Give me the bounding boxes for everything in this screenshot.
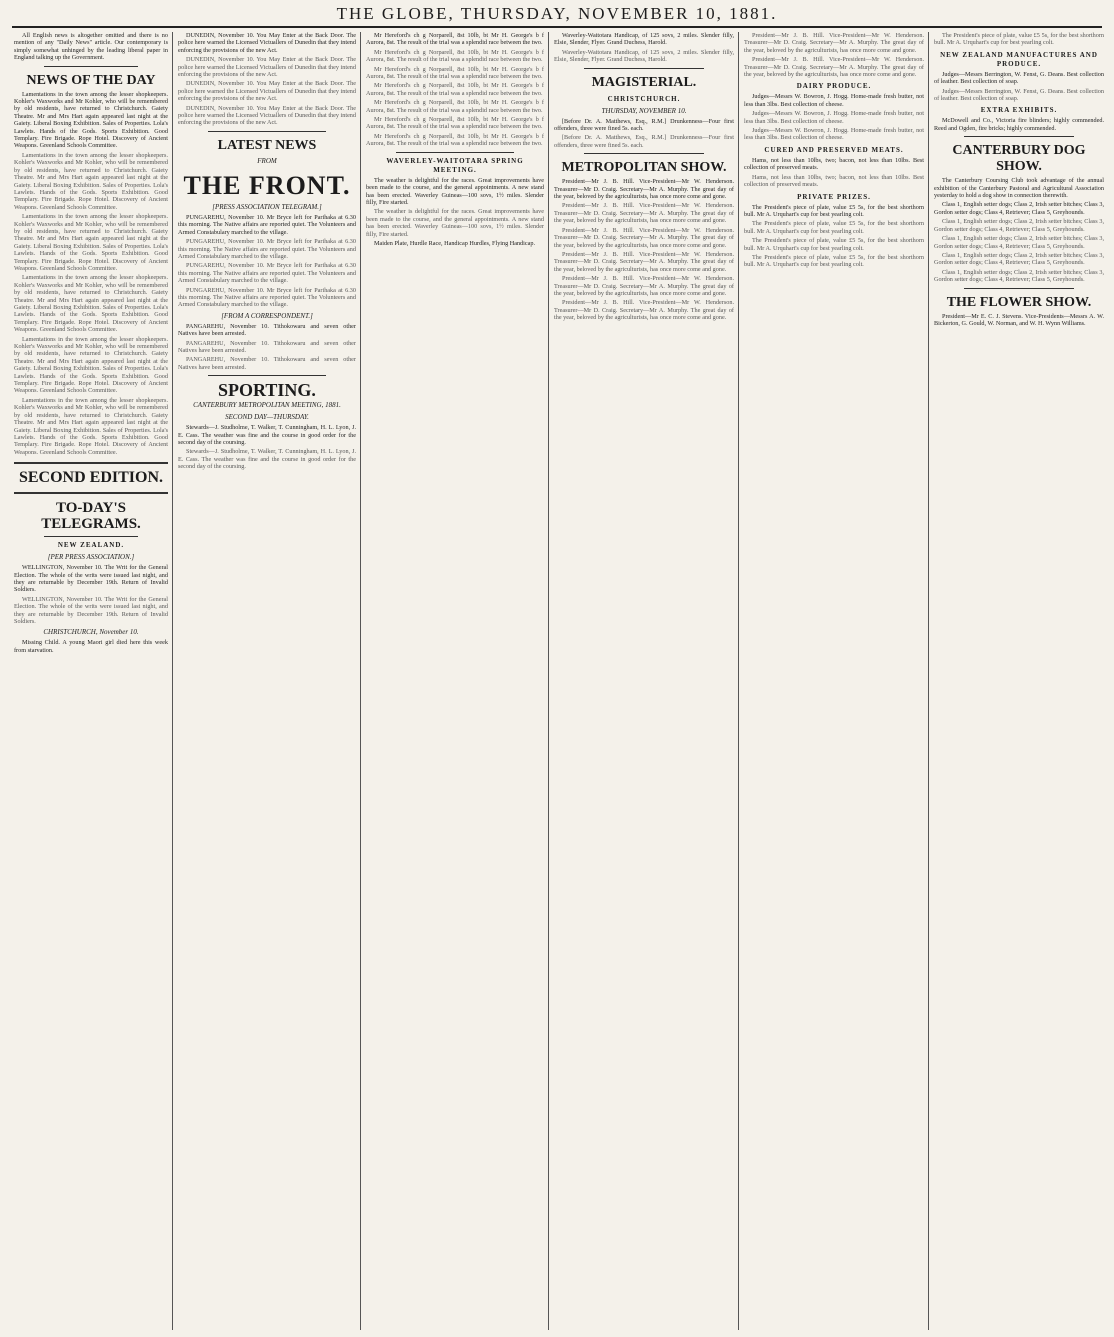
meeting-name: CANTERBURY METROPOLITAN MEETING, 1881. [193, 401, 341, 410]
coursing-text-cont: Mr Hereford's ch g Norparell, 8st 10lb, bt Mr H. George's b f Aurora, 8st. The result of the trial was a splendid race between the two. [366, 65, 544, 81]
heading-dog-show: CANTERBURY DOG SHOW. [952, 143, 1086, 175]
news-text-cont: Lamentations in the town among the lesser shopkeepers. Kohler's Waxworks and Mr Kohler, who will be remembered by old residents, have returned to Christchurch. Gaiety Theatre. Mr and Mrs Hart again appeared last night at the Gaiety. Liberal Boxing Exhibition. Sales of Properties. Lola's Lawlets. Hands of the Gods. Sports Exhibition. Good Templary. Fire Brigade. Rope Hotel. Discovery of Ancient Weapons. Greenland Schools Committee. [14, 213, 168, 272]
magisterial-text: [Before Dr. A. Matthews, Esq., R.M.] Drunkenness—Four first offenders, three were fined 5s. each. [554, 117, 734, 133]
news-text-cont: Lamentations in the town among the lesser shopkeepers. Kohler's Waxworks and Mr Kohler, who will be remembered by old residents, have returned to Christchurch. Gaiety Theatre. Mr and Mrs Hart again appeared last night at the Gaiety. Liberal Boxing Exhibition. Sales of Properties. Lola's Lawlets. Hands of the Gods. Sports Exhibition. Good Templary. Fire Brigade. Rope Hotel. Discovery of Ancient Weapons. Greenland Schools Committee. [14, 335, 168, 395]
prize-text-cont: The President's piece of plate, value £5 5s, for the best shorthorn bull. Mr A. Urquhart's cup for best yearling colt. [744, 220, 924, 235]
heading-flower-show: THE FLOWER SHOW. [946, 294, 1092, 310]
prize-list-cont: Class 1, English setter dogs; Class 2, Irish setter bitches; Class 3, Gordon setter dogs; Class 4, Retriever; Class 5, Greyhounds. [934, 268, 1104, 284]
column-4 [554, 32, 734, 1330]
prize-text-cont: The President's piece of plate, value £5 5s, for the best shorthorn bull. Mr A. Urquhart's cup for best yearling colt. [744, 253, 924, 269]
divider [208, 131, 326, 132]
metro-text-cont: President—Mr J. B. Hill. Vice-President—Mr W. Henderson. Treasurer—Mr D. Craig. Secretary—Mr A. Murphy. The great day of the year, beloved by the agriculturists, has once more come and gone. [554, 250, 734, 273]
heading-sporting: SPORTING. [218, 380, 316, 401]
divider [584, 153, 704, 154]
front-text-2-cont: PANGAREHU, November 10. Tithokowaru and seven other Natives have been arrested. [178, 356, 356, 371]
race-results: Maiden Plate, Hurdle Race, Handicap Hurdles, Flying Handicap. [374, 239, 536, 247]
news-text-cont: Lamentations in the town among the lesser shopkeepers. Kohler's Waxworks and Mr Kohler, who will be remembered by old residents, have returned to Christchurch. Gaiety Theatre. Mr and Mrs Hart again appeared last night at the Gaiety. Liberal Boxing Exhibition. Sales of Properties. Lola's Lawlets. Hands of the Gods. Sports Exhibition. Good Templary. Fire Brigade. Rope Hotel. Discovery of Ancient Weapons. Greenland Schools Committee. [14, 151, 168, 211]
heading-second-edition: SECOND EDITION. [18, 469, 164, 487]
metro-text: President—Mr J. B. Hill. Vice-President—Mr W. Henderson. Treasurer—Mr D. Craig. Secretary—Mr A. Murphy. The great day of the year, beloved by the agriculturists, has once more come and gone. [554, 178, 734, 201]
divider [964, 288, 1074, 289]
divider [584, 68, 704, 69]
front-text: PUNGAREHU, November 10. Mr Bryce left for Parihaka at 6.30 this morning. The Native affairs are reported quiet. The Volunteers and Armed Constabulary marched to the village. [178, 213, 356, 236]
cured-text-cont: Hams, not less than 10lbs, two; bacon, not less than 10lbs. Best collection of preserved meats. [744, 173, 924, 189]
column-1 [14, 32, 168, 1330]
front-text-cont: PUNGAREHU, November 10. Mr Bryce left for Parihaka at 6.30 this morning. The Native affairs are reported quiet. The Volunteers and Armed Constabulary marched to the village. [178, 238, 356, 260]
heading-cured-meats: CURED AND PRESERVED MEATS. [764, 145, 904, 154]
front-text-cont: PUNGAREHU, November 10. Mr Bryce left for Parihaka at 6.30 this morning. The Native affairs are reported quiet. The Volunteers and Armed Constabulary marched to the village. [178, 262, 356, 285]
flower-text: President—Mr E. C. J. Stevens. Vice-Presidents—Messrs A. W. Bickerton, G. Gould, W. Norman, and W. H. Wynn Williams. [934, 312, 1104, 327]
column-6 [934, 32, 1104, 1330]
news-text-cont: Lamentations in the town among the lesser shopkeepers. Kohler's Waxworks and Mr Kohler, who will be remembered by old residents, have returned to Christchurch. Gaiety Theatre. Mr and Mrs Hart again appeared last night at the Gaiety. Liberal Boxing Exhibition. Sales of Properties. Lola's Lawlets. Hands of the Gods. Sports Exhibition. Good Templary. Fire Brigade. Rope Hotel. Discovery of Ancient Weapons. Greenland Schools Committee. [14, 274, 168, 334]
column-rule [360, 32, 361, 1330]
dunedin-text: DUNEDIN, November 10. You May Enter at the Back Door. The police here warned the Licensed Victuallers of Dunedin that they intend enforcing the provisions of the new Act. [178, 32, 356, 54]
sporting-text: Stewards—J. Studholme, T. Walker, T. Cunningham, H. L. Lyon, J. E. Cass. The weather was fine and the course in good order for the second day of the coursing. [178, 424, 356, 446]
prize-list: Class 1, English setter dogs; Class 2, Irish setter bitches; Class 3, Gordon setter dogs; Class 4, Retriever; Class 5, Greyhounds. [934, 201, 1104, 216]
divider [14, 462, 168, 464]
heading-from: FROM [257, 156, 277, 165]
heading-dairy-produce: DAIRY PRODUCE. [796, 82, 872, 91]
dunedin-text-cont: DUNEDIN, November 10. You May Enter at the Back Door. The police here warned the Licensed Victuallers of Dunedin that they intend enforcing the provisions of the new Act. [178, 56, 356, 79]
front-text-cont: PUNGAREHU, November 10. Mr Bryce left for Parihaka at 6.30 this morning. The Native affairs are reported quiet. The Volunteers and Armed Constabulary marched to the village. [178, 286, 356, 309]
masthead-title: THE GLOBE, THURSDAY, NOVEMBER 10, 1881. [12, 2, 1102, 28]
dairy-text-cont: Judges—Messrs W. Bowron, J. Hogg. Home-made fresh butter, not less than 3lbs. Best collection of cheese. [744, 110, 924, 125]
cured-text: Hams, not less than 10lbs, two; bacon, not less than 10lbs. Best collection of preserved meats. [744, 156, 924, 172]
heading-news-of-the-day: NEWS OF THE DAY [26, 72, 156, 88]
magisterial-text-cont: [Before Dr. A. Matthews, Esq., R.M.] Drunkenness—Four first offenders, three were fined 5s. each. [554, 134, 734, 149]
correspondent-note: [FROM A CORRESPONDENT.] [221, 311, 313, 320]
news-text-cont: Lamentations in the town among the lesser shopkeepers. Kohler's Waxworks and Mr Kohler, who will be remembered by old residents, have returned to Christchurch. Gaiety Theatre. Mr and Mrs Hart again appeared last night at the Gaiety. Liberal Boxing Exhibition. Sales of Properties. Lola's Lawlets. Hands of the Gods. Sports Exhibition. Good Templary. Fire Brigade. Rope Hotel. Discovery of Ancient Weapons. Greenland Schools Committee. [14, 396, 168, 456]
front-text-2-cont: PANGAREHU, November 10. Tithokowaru and seven other Natives have been arrested. [178, 339, 356, 354]
manufactures-text-cont: Judges—Messrs Berrington, W. Fenst, G. Deans. Best collection of leather. Best collection of soap. [934, 87, 1104, 103]
heading-private-prizes: PRIVATE PRIZES. [797, 192, 871, 201]
dairy-text: Judges—Messrs W. Bowron, J. Hogg. Home-made fresh butter, not less than 3lbs. Best collection of cheese. [744, 93, 924, 108]
prize-continued: The President's piece of plate, value £5 5s, for the best shorthorn bull. Mr A. Urquhart's cup for best yearling colt. [934, 32, 1104, 47]
intro-paragraph: All English news is altogether omitted and there is no mention of any "Daily News" article. Our contemporary is simply somewhat unhinged by the leading liberal paper in England talking up the Government. [14, 32, 168, 62]
prize-list-cont: Class 1, English setter dogs; Class 2, Irish setter bitches; Class 3, Gordon setter dogs; Class 4, Retriever; Class 5, Greyhounds. [934, 251, 1104, 267]
prize-text: The President's piece of plate, value £5 5s, for the best shorthorn bull. Mr A. Urquhart's cup for best yearling colt. [744, 203, 924, 218]
column-5 [744, 32, 924, 1330]
column-rule [738, 32, 739, 1330]
manufactures-text: Judges—Messrs Berrington, W. Fenst, G. Deans. Best collection of leather. Best collection of soap. [934, 70, 1104, 86]
press-association-note: [PER PRESS ASSOCIATION.] [47, 553, 135, 562]
heading-manufactures: NEW ZEALAND MANUFACTURES AND PRODUCE. [940, 50, 1098, 68]
prize-list-cont: Class 1, English setter dogs; Class 2, Irish setter bitches; Class 3, Gordon setter dogs; Class 4, Retriever; Class 5, Greyhounds. [934, 235, 1104, 250]
divider [964, 136, 1074, 137]
heading-extra-exhibits: EXTRA EXHIBITS. [980, 106, 1058, 115]
waverley-cont-more: Waverley-Waitotara Handicap, of 125 sovs, 2 miles. Slender filly, Elsie, Slender, Flyer. Grand Duchess, Harold. [554, 48, 734, 64]
column-2 [178, 32, 356, 1330]
second-day: SECOND DAY—THURSDAY. [225, 413, 309, 422]
dunedin-text-cont: DUNEDIN, November 10. You May Enter at the Back Door. The police here warned the Licensed Victuallers of Dunedin that they intend enforcing the provisions of the new Act. [178, 104, 356, 127]
column-3 [366, 32, 544, 1330]
heading-the-front: THE FRONT. [183, 170, 351, 200]
coursing-text-cont: Mr Hereford's ch g Norparell, 8st 10lb, bt Mr H. George's b f Aurora, 8st. The result of the trial was a splendid race between the two. [366, 116, 544, 131]
metro-text-cont: President—Mr J. B. Hill. Vice-President—Mr W. Henderson. Treasurer—Mr D. Craig. Secretary—Mr A. Murphy. The great day of the year, beloved by the agriculturists, has once more come and gone. [554, 202, 734, 225]
coursing-text-cont: Mr Hereford's ch g Norparell, 8st 10lb, bt Mr H. George's b f Aurora, 8st. The result of the trial was a splendid race between the two. [366, 82, 544, 97]
dairy-text-cont: Judges—Messrs W. Bowron, J. Hogg. Home-made fresh butter, not less than 3lbs. Best collection of cheese. [744, 127, 924, 142]
heading-latest-news: LATEST NEWS [217, 137, 317, 153]
dog-show-text: The Canterbury Coursing Club took advantage of the annual exhibition of the Canterbury Pastoral and Agricultural Association yesterday to hold a dog show in connection therewith. [934, 177, 1104, 200]
wellington-text: WELLINGTON, November 10. The Writ for the General Election. The whole of the writs were issued last night, and they are returnable by December 19th. Return of Invalid Soldiers. [14, 564, 168, 594]
heading-waverley-meeting: WAVERLEY-WAITOTARA SPRING MEETING. [386, 156, 524, 174]
waverley-text-cont: The weather is delightful for the races. Great improvements have been made to the course, and the general appointments. A new stand has been erected. Waverley Guineas—100 sovs, 1½ miles. Slender filly, Fire started. [366, 208, 544, 238]
missing-child-text: Missing Child. A young Maori girl died here this week from starvation. [14, 639, 168, 654]
magisterial-sub: CHRISTCHURCH. [607, 94, 681, 103]
prize-list-cont: Class 1, English setter dogs; Class 2, Irish setter bitches; Class 3, Gordon setter dogs; Class 4, Retriever; Class 5, Greyhounds. [934, 218, 1104, 233]
divider [44, 66, 138, 67]
telegram-note: [PRESS ASSOCIATION TELEGRAM.] [212, 202, 322, 211]
divider [396, 152, 514, 153]
news-text: Lamentations in the town among the lesser shopkeepers. Kohler's Waxworks and Mr Kohler, who will be remembered by old residents, have returned to Christchurch. Gaiety Theatre. Mr and Mrs Hart again appeared last night at the Gaiety. Liberal Boxing Exhibition. Sales of Properties. Lola's Lawlets. Hands of the Gods. Sports Exhibition. Good Templary. Fire Brigade. Rope Hotel. Discovery of Ancient Weapons. Greenland Schools Committee. [14, 90, 168, 150]
coursing-text-cont: Mr Hereford's ch g Norparell, 8st 10lb, bt Mr H. George's b f Aurora, 8st. The result of the trial was a splendid race between the two. [366, 132, 544, 148]
coursing-text: Mr Hereford's ch g Norparell, 8st 10lb, bt Mr H. George's b f Aurora, 8st. The result of the trial was a splendid race between the two. [366, 32, 544, 47]
heading-metropolitan-show: METROPOLITAN SHOW. [561, 160, 727, 176]
heading-todays-telegrams: TO-DAY'S TELEGRAMS. [41, 500, 141, 533]
christchurch-tag: CHRISTCHURCH, November 10. [43, 628, 139, 637]
column-rule [928, 32, 929, 1330]
metro-continued: President—Mr J. B. Hill. Vice-President—Mr W. Henderson. Treasurer—Mr D. Craig. Secretary—Mr A. Murphy. The great day of the year, beloved by the agriculturists, has once more come and gone. [744, 32, 924, 54]
coursing-text-cont: Mr Hereford's ch g Norparell, 8st 10lb, bt Mr H. George's b f Aurora, 8st. The result of the trial was a splendid race between the two. [366, 99, 544, 114]
divider [44, 536, 138, 537]
metro-continued: President—Mr J. B. Hill. Vice-President—Mr W. Henderson. Treasurer—Mr D. Craig. Secretary—Mr A. Murphy. The great day of the year, beloved by the agriculturists, has once more come and gone. [744, 56, 924, 79]
waverley-cont: Waverley-Waitotara Handicap, of 125 sovs, 2 miles. Slender filly, Elsie, Slender, Flyer. Grand Duchess, Harold. [554, 32, 734, 47]
sporting-text-cont: Stewards—J. Studholme, T. Walker, T. Cunningham, H. L. Lyon, J. E. Cass. The weather was fine and the course in good order for the second day of the coursing. [178, 448, 356, 471]
magisterial-date: THURSDAY, NOVEMBER 10. [601, 106, 687, 115]
heading-magisterial: MAGISTERIAL. [591, 74, 697, 90]
waverley-text: The weather is delightful for the races. Great improvements have been made to the course, and the general appointments. A new stand has been erected. Waverley Guineas—100 sovs, 1½ miles. Slender filly, Fire started. [366, 176, 544, 206]
coursing-text-cont: Mr Hereford's ch g Norparell, 8st 10lb, bt Mr H. George's b f Aurora, 8st. The result of the trial was a splendid race between the two. [366, 48, 544, 64]
metro-text-cont: President—Mr J. B. Hill. Vice-President—Mr W. Henderson. Treasurer—Mr D. Craig. Secretary—Mr A. Murphy. The great day of the year, beloved by the agriculturists, has once more come and gone. [554, 299, 734, 322]
column-rule [172, 32, 173, 1330]
metro-text-cont: President—Mr J. B. Hill. Vice-President—Mr W. Henderson. Treasurer—Mr D. Craig. Secretary—Mr A. Murphy. The great day of the year, beloved by the agriculturists, has once more come and gone. [554, 226, 734, 249]
column-rule [548, 32, 549, 1330]
heading-new-zealand: NEW ZEALAND. [57, 541, 125, 550]
front-text-2: PANGAREHU, November 10. Tithokowaru and seven other Natives have been arrested. [178, 322, 356, 338]
divider [208, 375, 326, 376]
dunedin-text-cont: DUNEDIN, November 10. You May Enter at the Back Door. The police here warned the Licensed Victuallers of Dunedin that they intend enforcing the provisions of the new Act. [178, 80, 356, 103]
wellington-text-cont: WELLINGTON, November 10. The Writ for the General Election. The whole of the writs were issued last night, and they are returnable by December 19th. Return of Invalid Soldiers. [14, 595, 168, 625]
extra-text: McDowell and Co., Victoria fire blinders; highly commended. Reed and Ogden, fire bricks; highly commended. [934, 117, 1104, 132]
divider [14, 492, 168, 494]
prize-text-cont: The President's piece of plate, value £5 5s, for the best shorthorn bull. Mr A. Urquhart's cup for best yearling colt. [744, 237, 924, 252]
metro-text-cont: President—Mr J. B. Hill. Vice-President—Mr W. Henderson. Treasurer—Mr D. Craig. Secretary—Mr A. Murphy. The great day of the year, beloved by the agriculturists, has once more come and gone. [554, 275, 734, 297]
